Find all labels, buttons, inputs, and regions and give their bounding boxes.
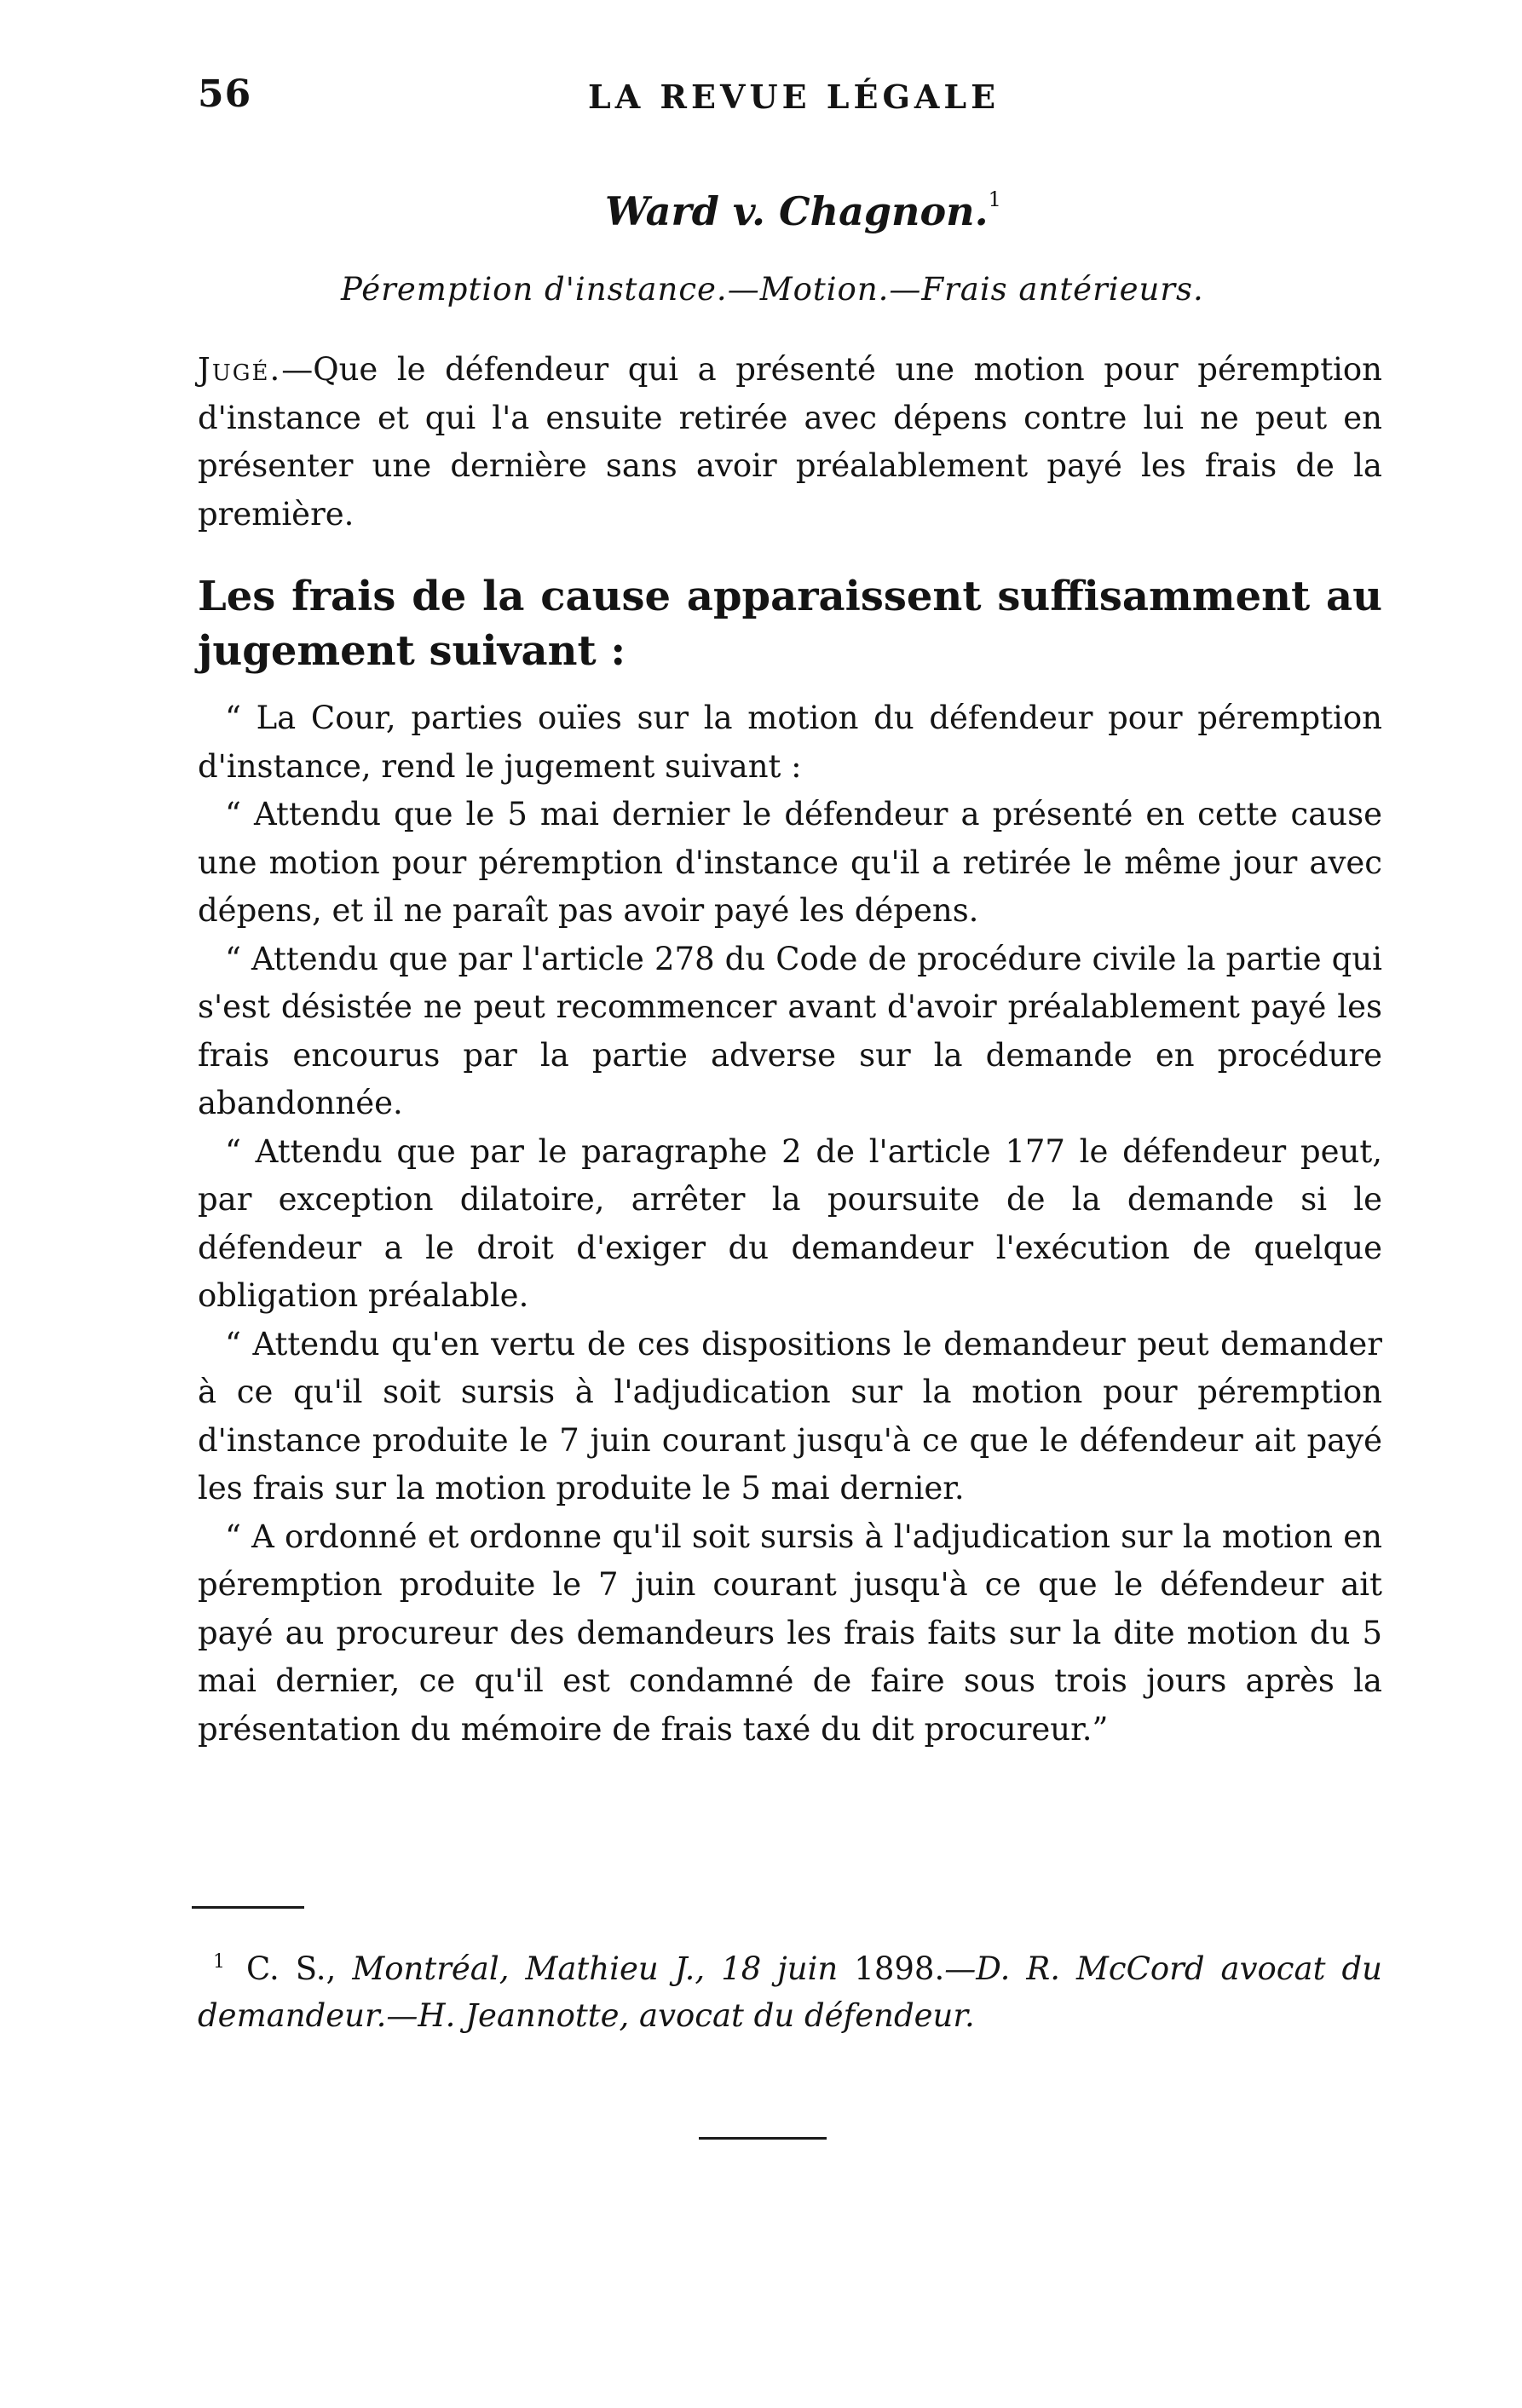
judgment-paragraph: “ Attendu que par le paragraphe 2 de l'article 177 le défendeur peut, par exception dilatoire, arrêter la poursuite de la demande si le défendeur a le droit d'exiger du demandeur l'exécution de quelque obligation préalable. — [198, 1132, 1382, 1314]
judgment-paragraph: “ Attendu que le 5 mai dernier le défendeur a présenté en cette cause une motion pour péremption d'instance qu'il a retirée le même jour avec dépens, et il ne paraît pas avoir payé les dépens. — [198, 796, 1382, 929]
footnote-year: 1898. — [854, 1950, 945, 1987]
footnote-mark: 1 — [213, 1951, 225, 1973]
page-header — [0, 72, 1522, 132]
case-subject: Péremption d'instance.—Motion.—Frais antérieurs. — [341, 271, 1204, 308]
judgment-text — [198, 694, 1382, 1754]
judgment-paragraph: “ Attendu qu'en vertu de ces dispositions le demandeur peut demander à ce qu'il soit sursis à l'adjudication sur la motion pour péremption d'instance produite le 7 juin courant jusqu'à ce que le défendeur ait payé les frais sur la motion produite le 5 mai dernier. — [198, 1325, 1382, 1506]
judgment-paragraph: “ Attendu que par l'article 278 du Code de procédure civile la partie qui s'est désistée ne peut recommencer avant d'avoir préalablement payé les frais encourus par la partie adverse sur la demande en procédure abandonnée. — [198, 940, 1382, 1121]
judgment-paragraph: “ La Cour, parties ouïes sur la motion du défendeur pour péremption d'instance, rend le jugement suivant : — [198, 700, 1382, 785]
footnote-date: 18 juin — [721, 1950, 839, 1987]
headnote-lead: Jugé. — [198, 351, 282, 388]
footnote-divider — [192, 1906, 304, 1909]
footnote-counsel-defendant: —H. Jeannotte, avocat du défendeur. — [386, 1997, 975, 2034]
case-title-text: Ward v. Chagnon. — [605, 188, 989, 234]
end-divider — [699, 2137, 827, 2140]
page-number: 56 — [198, 72, 252, 116]
judgment-paragraph: “ A ordonné et ordonne qu'il soit sursis à l'adjudication sur la motion en péremption produite le 7 juin courant jusqu'à ce que le défendeur ait payé au procureur des demandeurs les frais faits sur la dite motion du 5 mai dernier, ce qu'il est condamné de faire sous trois jours après la présentation du mémoire de frais taxé du dit procureur.” — [198, 1518, 1382, 1748]
footnote-reference: 1 — [988, 187, 1001, 211]
footnote-court: C. S., — [246, 1950, 337, 1987]
headnote — [198, 346, 1382, 539]
case-title — [605, 187, 1001, 234]
footnote-judge: Mathieu J., — [525, 1950, 706, 1987]
footnote-place: Montréal, — [352, 1950, 510, 1987]
intro-heading: Les frais de la cause apparaissent suffisamment au jugement suivant : — [198, 573, 1382, 675]
footnote — [198, 1938, 1382, 2039]
footnote-counsel-plaintiff: —D. R. McCord avocat du demandeur. — [198, 1950, 1382, 2034]
headnote-text: —Que le défendeur qui a présenté une motion pour péremption d'instance et qui l'a ensuite retirée avec dépens contre lui ne peut en présenter une dernière sans avoir préalablement payé les frais de la première. — [198, 351, 1382, 533]
running-head: LA REVUE LÉGALE — [588, 78, 1000, 116]
